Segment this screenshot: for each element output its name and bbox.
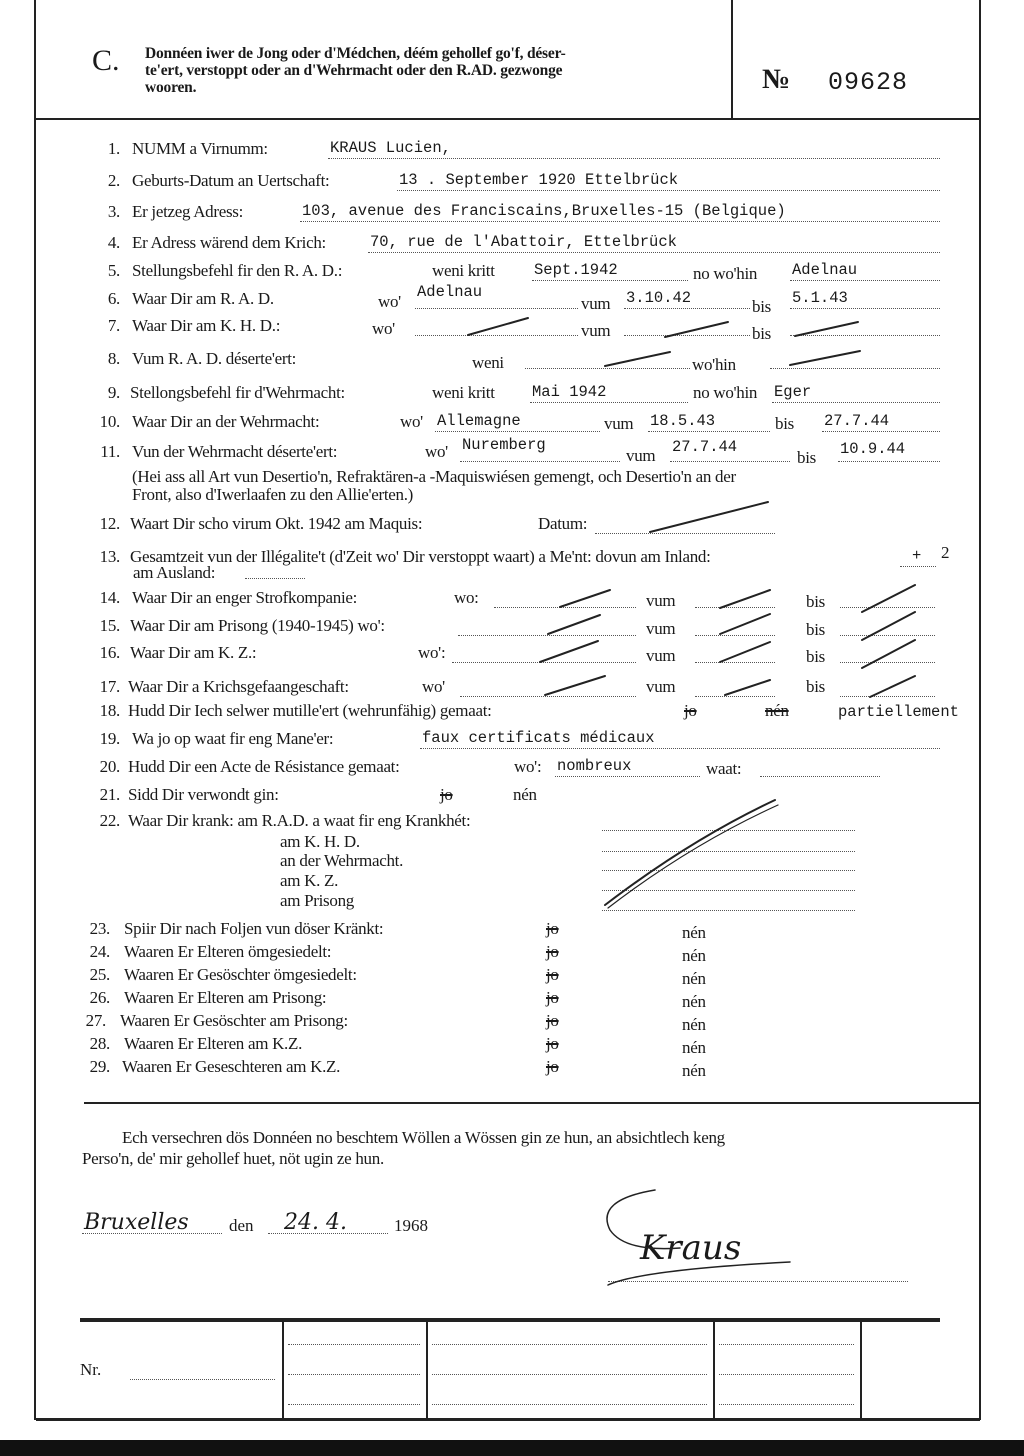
footer-column-divider	[426, 1322, 428, 1418]
sickness-field[interactable]	[602, 851, 855, 871]
row-sick-prison	[0, 891, 1024, 913]
where-label: wo':	[418, 643, 446, 662]
row-consequences	[0, 919, 1024, 941]
header-title-line1: Donnéen iwer de Jong oder d'Médchen, déém gehollef go'f, déser-	[145, 45, 566, 62]
row-number: 23.	[89, 919, 110, 938]
row-number: 13.	[99, 547, 120, 566]
row-label: Waaren Er Gesöschter am Prisong:	[120, 1011, 348, 1030]
sub-label: an der Wehrmacht.	[280, 851, 404, 870]
row-label: Er jetzeg Adress:	[132, 202, 244, 221]
row-sick-wehrmacht	[0, 851, 1024, 873]
row-label: Waar Dir am R. A. D.	[132, 289, 274, 308]
birth-field[interactable]: 13 . September 1920 Ettelbrück	[397, 171, 940, 191]
yes-option[interactable]: jo	[684, 701, 697, 720]
row-label: Waar Dir am K. H. D.:	[132, 316, 281, 335]
where-label: wo'	[400, 412, 423, 431]
when-field[interactable]	[525, 349, 690, 369]
where-field[interactable]	[452, 643, 636, 663]
section-rule	[84, 1102, 980, 1104]
place-field[interactable]: Bruxelles	[82, 1214, 222, 1234]
row-sick	[0, 811, 1024, 833]
den-label: den	[229, 1216, 254, 1235]
where-field[interactable]	[458, 616, 636, 636]
no-option[interactable]: nén	[682, 923, 706, 942]
inland-extra: 2	[941, 543, 950, 562]
row-rad	[0, 283, 1024, 316]
where-field[interactable]	[494, 588, 636, 608]
row-label: Waaren Er Geseschteren am K.Z.	[122, 1057, 341, 1076]
to-label: bis	[775, 414, 794, 433]
from-field[interactable]	[624, 316, 750, 336]
to-field[interactable]: 27.7.44	[822, 412, 940, 432]
row-maquis	[0, 514, 1024, 536]
where-label: no wo'hin	[693, 383, 758, 402]
row-number: 8.	[107, 349, 120, 368]
no-option[interactable]: nén	[765, 701, 789, 720]
scan-edge-band	[0, 1440, 1024, 1456]
from-field[interactable]: 27.7.44	[670, 442, 790, 462]
row-rad-desertion	[0, 349, 1024, 374]
row-siblings-prison	[0, 1011, 1024, 1033]
where-field[interactable]: Nuremberg	[460, 442, 620, 462]
from-label: vum	[604, 414, 634, 433]
row-wounded	[0, 785, 1024, 807]
row-concentration-camp	[0, 643, 1024, 665]
row-number: 10.	[99, 412, 120, 431]
yes-option[interactable]: jo	[546, 988, 559, 1007]
row-name	[0, 139, 1024, 161]
row-self-mutilation	[0, 701, 1024, 723]
row-number: 18.	[99, 701, 120, 720]
row-label: Waart Dir scho virum Okt. 1942 am Maquis:	[130, 514, 423, 533]
mutilation-value: partiellement	[838, 703, 959, 721]
row-number: 27.	[85, 1011, 106, 1030]
row-label: NUMM a Virnumm:	[132, 139, 268, 158]
row-number: 17.	[99, 677, 120, 696]
from-label: vum	[646, 619, 676, 638]
when-label: weni kritt	[432, 383, 495, 402]
where-label: wo':	[514, 757, 542, 776]
yes-option[interactable]: jo	[546, 1057, 559, 1076]
row-resistance	[0, 757, 1024, 779]
row-label: Waaren Er Elteren ömgesiedelt:	[124, 942, 332, 961]
where-field[interactable]: Adelnau	[790, 261, 940, 281]
sub-label: am K. Z.	[280, 871, 339, 890]
row-number: 14.	[99, 588, 120, 607]
when-label: weni kritt	[432, 261, 495, 280]
desertion-note-line2: Front, also d'Iwerlaafen zu den Allie'erten.)	[132, 485, 414, 504]
row-siblings-kz	[0, 1057, 1024, 1079]
no-option[interactable]: nén	[682, 946, 706, 965]
footer-column-divider	[860, 1322, 862, 1418]
row-label: Gesamtzeit vun der Illégalite't (d'Zeit wo' Dir verstoppt waart) a Me'nt: dovun am Inland:	[130, 547, 711, 566]
row-wehrmacht-order	[0, 383, 1024, 405]
row-number: 22.	[99, 811, 120, 830]
sickness-field[interactable]	[602, 811, 855, 831]
where-label: wo'	[378, 292, 401, 311]
sub-label: am Prisong	[280, 891, 354, 910]
where-label: no wo'hin	[693, 264, 758, 283]
row-sick-kz	[0, 871, 1024, 893]
row-number: 16.	[99, 643, 120, 662]
row-current-address	[0, 202, 1024, 224]
row-wehrmacht-desertion	[0, 436, 1024, 467]
row-label: Waar Dir a Krichsgefaangeschaft:	[128, 677, 349, 696]
row-label: Wa jo op waat fir eng Mane'er:	[132, 729, 334, 748]
from-label: vum	[646, 646, 676, 665]
sickness-field[interactable]	[602, 871, 855, 891]
row-label: Vum R. A. D. déserte'ert:	[132, 349, 297, 368]
header-divider	[731, 0, 733, 120]
row-number: 4.	[107, 233, 120, 252]
nr-label: Nr.	[80, 1360, 102, 1379]
where-field[interactable]: nombreux	[555, 757, 700, 777]
row-number: 5.	[107, 261, 120, 280]
row-number: 1.	[107, 139, 120, 158]
row-parents-resettled	[0, 942, 1024, 964]
row-label: Geburts-Datum an Uertschaft:	[132, 171, 330, 190]
abroad-field[interactable]	[245, 563, 305, 579]
year-label: 1968	[394, 1216, 428, 1235]
number-sign: №	[762, 64, 791, 95]
from-label: vum	[581, 294, 611, 313]
where-label: wo'	[422, 677, 445, 696]
current-address-field[interactable]: 103, avenue des Franciscains,Bruxelles-15 (Belgique)	[300, 202, 940, 222]
footer-field[interactable]	[288, 1385, 420, 1405]
footer-thick-rule	[80, 1318, 940, 1322]
row-label: Waaren Er Elteren am K.Z.	[124, 1034, 303, 1053]
row-number: 15.	[99, 616, 120, 635]
to-label: bis	[752, 324, 771, 343]
desertion-note-line1: (Hei ass all Art vun Desertio'n, Refraktären-a -Maquiswiésen gemengt, och Desertio'n an der	[132, 467, 736, 486]
footer-field[interactable]	[432, 1325, 707, 1345]
row-label: Waaren Er Gesöschter ömgesiedelt:	[124, 965, 357, 984]
footer-field[interactable]	[432, 1355, 707, 1375]
row-number: 3.	[107, 202, 120, 221]
row-number: 7.	[107, 316, 120, 335]
row-number: 19.	[99, 729, 120, 748]
where-field[interactable]	[415, 316, 578, 336]
yes-option[interactable]: jo	[546, 965, 559, 984]
no-option[interactable]: nén	[682, 992, 706, 1011]
from-label: vum	[626, 446, 656, 465]
row-manner	[0, 729, 1024, 751]
from-field[interactable]	[695, 677, 775, 697]
header-title-line2: te'ert, verstoppt oder an d'Wehrmacht oder den R.AD. gezwonge	[145, 62, 563, 79]
row-label: Waar Dir krank: am R.A.D. a waat fir eng Krankhét:	[128, 811, 471, 830]
row-number: 6.	[107, 289, 120, 308]
where-label: wo'	[372, 319, 395, 338]
row-label: Hudd Dir een Acte de Résistance gemaat:	[128, 757, 400, 776]
to-label: bis	[806, 647, 825, 666]
row-war-address	[0, 233, 1024, 255]
row-parents-prison	[0, 988, 1024, 1010]
to-field[interactable]: 10.9.44	[838, 442, 940, 462]
row-label: Waar Dir am K. Z.:	[130, 643, 257, 662]
where-label: wo'	[425, 442, 448, 461]
abroad-label: am Ausland:	[133, 563, 216, 582]
no-option[interactable]: nén	[682, 1015, 706, 1034]
where-field[interactable]	[770, 349, 940, 369]
row-label: Er Adress wärend dem Krich:	[132, 233, 326, 252]
row-label: Waar Dir an der Wehrmacht:	[132, 412, 320, 431]
when-field[interactable]: Sept.1942	[532, 261, 688, 281]
what-field[interactable]	[760, 757, 880, 777]
yes-option[interactable]: jo	[546, 1034, 559, 1053]
where-field[interactable]: Allemagne	[435, 412, 600, 432]
from-field[interactable]	[695, 643, 775, 663]
row-number: 11.	[100, 442, 120, 461]
where-field[interactable]	[460, 677, 636, 697]
footer-field[interactable]	[719, 1325, 854, 1345]
row-number: 21.	[99, 785, 120, 804]
sickness-field[interactable]	[602, 891, 855, 911]
no-option[interactable]: nén	[682, 1038, 706, 1057]
row-label: Hudd Dir Iech selwer mutille'ert (wehrunfähig) gemaat:	[128, 701, 492, 720]
header-rule	[36, 118, 980, 120]
from-label: vum	[646, 677, 676, 696]
declaration-line1: Ech versechren dös Donnéen no beschtem Wöllen a Wössen gin ze hun, an absichtlech keng	[122, 1128, 725, 1147]
to-label: bis	[752, 297, 771, 316]
to-field[interactable]: 5.1.43	[790, 289, 940, 309]
row-birth	[0, 171, 1024, 193]
to-field[interactable]	[790, 316, 940, 336]
row-prison	[0, 616, 1024, 638]
date-field[interactable]: 24. 4.	[268, 1214, 388, 1234]
to-label: bis	[797, 448, 816, 467]
row-wehrmacht	[0, 412, 1024, 434]
footer-bottom-rule	[36, 1418, 980, 1421]
nr-field[interactable]	[130, 1360, 275, 1380]
row-rad-order	[0, 261, 1024, 283]
row-number: 24.	[89, 942, 110, 961]
footer-column-divider	[282, 1322, 284, 1418]
where-label: wo'hin	[692, 355, 736, 374]
where-field[interactable]: Eger	[772, 383, 940, 403]
row-label: Waar Dir an enger Strofkompanie:	[132, 588, 358, 607]
row-number: 9.	[107, 383, 120, 402]
from-field[interactable]	[695, 616, 775, 636]
war-address-field[interactable]: 70, rue de l'Abattoir, Ettelbrück	[368, 233, 940, 253]
row-number: 12.	[99, 514, 120, 533]
from-field[interactable]: 3.10.42	[624, 289, 750, 309]
row-pow	[0, 677, 1024, 699]
to-field[interactable]	[840, 616, 935, 636]
row-number: 28.	[89, 1034, 110, 1053]
footer-field[interactable]	[288, 1355, 420, 1375]
row-number: 25.	[89, 965, 110, 984]
row-label: Vun der Wehrmacht déserte'ert:	[132, 442, 338, 461]
what-label: waat:	[706, 759, 742, 778]
form-number: 09628	[828, 68, 909, 97]
to-field[interactable]	[840, 588, 935, 608]
manner-field[interactable]: faux certificats médicaux	[420, 729, 940, 749]
row-khd	[0, 316, 1024, 343]
name-field[interactable]: KRAUS Lucien,	[328, 139, 940, 159]
maquis-date-field[interactable]	[595, 514, 775, 534]
footer-column-divider	[713, 1322, 715, 1418]
section-letter: C.	[92, 44, 120, 77]
yes-option[interactable]: jo	[546, 1011, 559, 1030]
row-number: 26.	[89, 988, 110, 1007]
footer-field[interactable]	[719, 1385, 854, 1405]
from-label: vum	[646, 591, 676, 610]
row-label: Stellungsbefehl fir den R. A. D.:	[132, 261, 343, 280]
no-option[interactable]: nén	[513, 785, 537, 804]
row-parents-kz	[0, 1034, 1024, 1056]
where-label: wo:	[454, 588, 479, 607]
row-label: Sidd Dir verwondt gin:	[128, 785, 279, 804]
row-label: Waaren Er Elteren am Prisong:	[124, 988, 327, 1007]
to-field[interactable]	[840, 677, 935, 697]
row-number: 29.	[89, 1057, 110, 1076]
yes-option[interactable]: jo	[440, 785, 453, 804]
footer-field[interactable]	[432, 1385, 707, 1405]
to-label: bis	[806, 620, 825, 639]
row-siblings-resettled	[0, 965, 1024, 987]
inland-field[interactable]: +	[900, 547, 936, 567]
row-number: 2.	[107, 171, 120, 190]
no-option[interactable]: nén	[682, 969, 706, 988]
to-label: bis	[806, 677, 825, 696]
header-title-line3: wooren.	[145, 79, 197, 96]
footer-field[interactable]	[719, 1355, 854, 1375]
date-label: Datum:	[538, 514, 588, 533]
to-label: bis	[806, 592, 825, 611]
from-label: vum	[581, 321, 611, 340]
when-label: weni	[472, 353, 504, 372]
sickness-field[interactable]	[602, 832, 855, 852]
sub-label: am K. H. D.	[280, 832, 360, 851]
no-option[interactable]: nén	[682, 1061, 706, 1080]
row-label: Spiir Dir nach Foljen vun döser Kränkt:	[124, 919, 384, 938]
footer-field[interactable]	[288, 1325, 420, 1345]
when-field[interactable]: Mai 1942	[530, 383, 688, 403]
row-penal-company	[0, 588, 1024, 610]
row-number: 20.	[99, 757, 120, 776]
signature: Kraus	[640, 1228, 742, 1268]
from-field[interactable]	[695, 588, 775, 608]
to-field[interactable]	[840, 643, 935, 663]
from-field[interactable]: 18.5.43	[648, 412, 770, 432]
row-label: Stellongsbefehl fir d'Wehrmacht:	[130, 383, 345, 402]
yes-option[interactable]: jo	[546, 919, 559, 938]
yes-option[interactable]: jo	[546, 942, 559, 961]
row-label: Waar Dir am Prisong (1940-1945) wo':	[130, 616, 385, 635]
declaration-line2: Perso'n, de' mir gehollef huet, nöt ugin ze hun.	[82, 1149, 384, 1168]
where-field[interactable]: Adelnau	[415, 289, 578, 309]
row-illegality-abroad	[0, 563, 1024, 585]
